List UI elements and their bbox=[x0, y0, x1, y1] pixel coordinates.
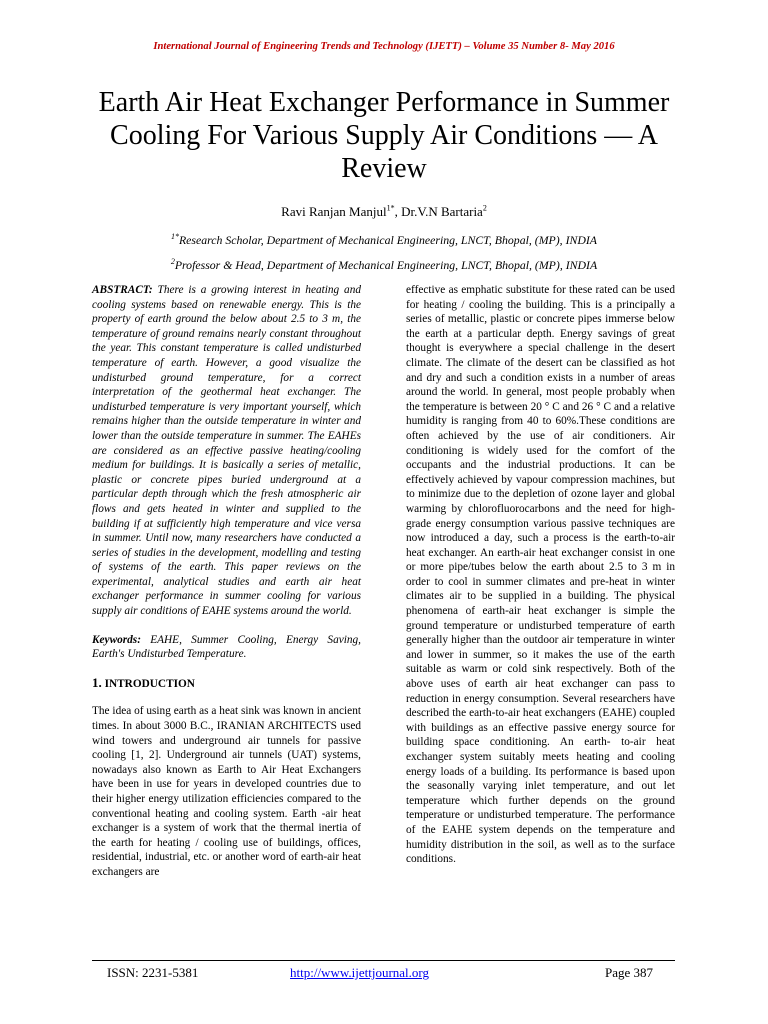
section-number: 1. bbox=[92, 674, 102, 690]
affiliation-1 bbox=[0, 233, 768, 248]
left-column bbox=[92, 283, 361, 880]
author-2: , Dr.V.N Bartaria bbox=[394, 204, 483, 219]
author-1-sup: 1* bbox=[386, 203, 395, 213]
authors-line bbox=[0, 204, 768, 220]
affiliation-2 bbox=[0, 258, 768, 273]
footer-page-number: Page 387 bbox=[605, 965, 654, 980]
journal-header: International Journal of Engineering Trends and Technology (IJETT) – Volume 35 Number 8- May 2016 bbox=[153, 41, 615, 52]
author-1: Ravi Ranjan Manjul bbox=[281, 204, 387, 219]
abstract-label: ABSTRACT: bbox=[92, 284, 153, 296]
footer-divider bbox=[92, 960, 675, 961]
right-column bbox=[406, 283, 675, 867]
section-heading-introduction bbox=[92, 676, 361, 692]
footer-journal-link[interactable]: http://www.ijettjournal.org bbox=[290, 965, 430, 980]
right-column-paragraph: effective as emphatic substitute for these rated can be used for heating / cooling the building. This is a principally a series of metallic, plastic or concrete pipes immerse below the earth at a particular depth. Energy savings of great thought is everywhere a special challenge in the desert climate. The climate of the desert can be classified as hot and dry and such a condition exists in a number of areas around the world. In general, most people probably when the temperature is between 20 ° C and 26 ° C and a relative humidity is ranging from 40 to 60%.These conditions are often achieved by the use of air conditioners. Air conditioning is widely used for the comfort of the occupants and the industrial productions. It can be effectively achieved by vapour compression machines, but to minimize due to the depletion of ozone layer and global warming by chlorofluorocarbons and the need for high-grade energy consumption various passive techniques are now introduced a day, such a process is the earth-to-air heat exchanger. An earth-air heat exchanger consist in one or more pipe/tubes below the earth about 2.5 to 3 m in order to cool in summer climates and pre-heat in winter climates air to be supplied in a building. The physical phenomena of earth-air heat exchanger is simple the ground temperature or undisturbed temperature of earth generally higher than the outdoor air temperature in winter and lower in summer, so it makes the use of the earth suitable as warm or cold sink respectively. Both of the above uses of earth air heat exchanger can pass to reduction in energy consumption. Several researchers have described the earth-to-air heat exchangers (EAHE) coupled with buildings as an effective passive energy source for building space conditioning. An earth- to-air heat exchanger system suitably meets heating and cooling energy loads of a building. Its performance is based upon the seasonally varying inlet temperature, and out let temperature which further depends on the ground temperature or undisturbed temperature. The performance of the EAHE system depends on the temperature and humidity distribution in the soil, as well as to the surface conditions. bbox=[406, 284, 675, 866]
affiliation-1-sup: 1* bbox=[170, 232, 179, 242]
affiliation-1-text: Research Scholar, Department of Mechanical Engineering, LNCT, Bhopal, (MP), INDIA bbox=[178, 233, 598, 247]
abstract bbox=[92, 283, 361, 619]
intro-paragraph: The idea of using earth as a heat sink was known in ancient times. In about 3000 B.C., IRANIAN ARCHITECTS used wind towers and underground air tunnels for passive cooling [1, 2]. Underground air tunnels (UAT) systems, nowadays also known as Earth to Air Heat Exchangers have been in use for years in developed countries due to their higher energy utilization efficiencies compared to the conventional heating and cooling system. Earth -air heat exchanger is a system of work that the thermal inertia of the earth for heating / cooling use of buildings, offices, residential, industrial, etc. or another word of earth-air heat exchangers are bbox=[92, 705, 361, 878]
keywords bbox=[92, 633, 361, 662]
keywords-label: Keywords: bbox=[92, 633, 141, 646]
paper-title: Earth Air Heat Exchanger Performance in Summer Cooling For Various Supply Air Conditions — A Review bbox=[98, 87, 670, 184]
section-title: INTRODUCTION bbox=[101, 677, 195, 690]
affiliation-2-sup: 2 bbox=[170, 257, 175, 267]
author-2-sup: 2 bbox=[482, 203, 487, 213]
abstract-text: There is a growing interest in heating and cooling systems based on renewable energy. This is the property of earth ground the below about 2.5 to 3 m, the temperature of ground remains nearly constant throughout the year. This constant temperature is called undisturbed temperature of earth. However, a good visualize the undisturbed ground temperature, for a correct interpretation of the geothermal heat exchanger. The undisturbed temperature is very important yourself, which remains higher than the outside temperature in winter and lower than the outside temperature in summer. The EAHEs are considered as an effective passive heating/cooling medium for buildings. It is basically a series of metallic, plastic or concrete pipes buried underground at a particular depth through which the fresh atmospheric air flows and gets heated in winter and supplied to the building if at sufficiently high temperature and vice versa in summer. Until now, many researchers have conducted a series of studies in the development, modelling and testing of systems of the earth. This paper reviews on the experimental, analytical studies and earth air heat exchanger performance in summer cooling for various supply air conditions of EAHE systems around the world. bbox=[92, 284, 361, 618]
footer-issn: ISSN: 2231-5381 bbox=[107, 965, 199, 980]
keywords-text: EAHE, Summer Cooling, Energy Saving, Earth's Undisturbed Temperature. bbox=[92, 633, 361, 661]
affiliation-2-text: Professor & Head, Department of Mechanical Engineering, LNCT, Bhopal, (MP), INDIA bbox=[174, 258, 598, 272]
